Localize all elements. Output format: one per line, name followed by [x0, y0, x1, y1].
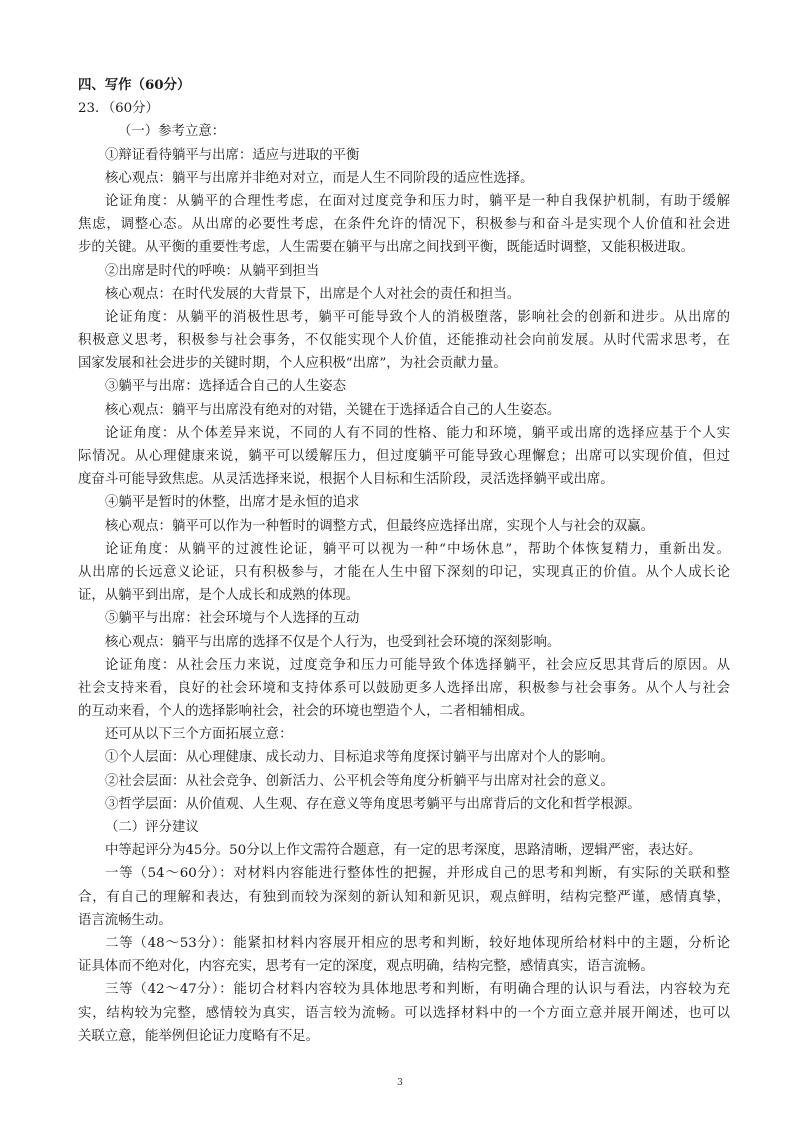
point2-title: ②出席是时代的呼唤：从躺平到担当: [105, 263, 320, 279]
scoring-second-line: 二等（48～53分）：能紧扣材料内容展开相应的思考和判断，较好地体现所给材料中的主题，分析论: [105, 935, 730, 951]
point3-arg-line: 际情况。从心理健康来说，躺平可以缓解压力，但过度躺平可能导致心理懈怠；出席可以实现价值，但过: [78, 449, 730, 464]
point5-title: ⑤躺平与出席：社会环境与个人选择的互动: [105, 611, 360, 627]
point4-core: 核心观点：躺平可以作为一种暂时的调整方式，但最终应选择出席，实现个人与社会的双赢。: [105, 518, 655, 534]
section-heading: 四、写作（60分）: [78, 77, 191, 93]
point2-core: 核心观点：在时代发展的大背景下，出席是个人对社会的责任和担当。: [105, 286, 521, 302]
point4-arg-line: 从出席的长远意义论证，只有积极参与，才能在人生中留下深刻的印记，实现真正的价值。从个人成长论: [78, 564, 730, 580]
point2-arg-line: 国家发展和社会进步的关键时期，个人应积极“出席”，为社会贡献力量。: [78, 356, 507, 372]
scoring-third-line: 三等（42～47分）：能切合材料内容较为具体地思考和判断，有明确合理的认识与看法，内容较为充: [105, 982, 730, 998]
answer-key-content: [78, 74, 730, 1048]
point1-title: ①辩证看待躺平与出席：适应与进取的平衡: [105, 147, 360, 163]
point1-arg-line: 步的关键。从平衡的重要性考虑，人生需要在躺平与出席之间找到平衡，既能适时调整，又能积极进取。: [78, 240, 694, 256]
point4-title: ④躺平是暂时的休整，出席才是永恒的追求: [105, 495, 360, 511]
scoring-base: 中等起评分为45分。50分以上作文需符合题意，有一定的思考深度，思路清晰，逻辑严密，表达好。: [105, 843, 702, 859]
extension-item: ①个人层面：从心理健康、成长动力、目标追求等角度探讨躺平与出席对个人的影响。: [105, 750, 614, 766]
point4-arg-line: 证，从躺平到出席，是个人成长和成熟的体现。: [78, 588, 360, 604]
point3-arg-line: 论证角度：从个体差异来说，不同的人有不同的性格、能力和环境，躺平或出席的选择应基于个人实: [105, 425, 730, 441]
point2-arg-line: 论证角度：从躺平的消极性思考，躺平可能导致个人的消极堕落，影响社会的创新和进步。从出席的: [105, 309, 730, 325]
question-number: 23．（60分）: [78, 101, 159, 117]
point5-arg-line: 的互动来看，个人的选择影响社会，社会的环境也塑造个人，二者相辅相成。: [78, 704, 534, 720]
part1-heading: （一）参考立意：: [118, 124, 226, 140]
scoring-first-line: 语言流畅生动。: [78, 912, 172, 928]
scoring-second-line: 证具体而不绝对化，内容充实，思考有一定的深度，观点明确，结构完整，感情真实，语言流畅。: [78, 959, 654, 975]
scoring-first-line: 合，有自己的理解和表达，有独到而较为深刻的新认知和新见识，观点鲜明，结构完整严谨，感情真挚，: [78, 889, 730, 905]
page-number: 3: [397, 1078, 403, 1088]
scoring-third-line: 实，结构较为完整，感情较为真实，语言较为流畅。可以选择材料中的一个方面立意并展开阐述，也可以: [78, 1005, 730, 1021]
scoring-third-line: 关联立意，能举例但论证力度略有不足。: [78, 1028, 320, 1044]
point3-arg-line: 度奋斗可能导致焦虑。从灵活选择来说，根据个人目标和生活阶段，灵活选择躺平或出席。: [78, 472, 614, 488]
extension-item: ②社会层面：从社会竞争、创新活力、公平机会等角度分析躺平与出席对社会的意义。: [105, 773, 614, 789]
point4-arg-line: 论证角度：从躺平的过渡性论证，躺平可以视为一种“中场休息”，帮助个体恢复精力，重新出发。: [105, 541, 730, 557]
point5-arg-line: 论证角度：从社会压力来说，过度竞争和压力可能导致个体选择躺平，社会应反思其背后的原因。从: [105, 657, 730, 673]
point5-arg-line: 社会支持来看，良好的社会环境和支持体系可以鼓励更多人选择出席，积极参与社会事务。从个人与社会: [78, 680, 730, 696]
part2-heading: （二）评分建议: [105, 820, 199, 835]
extension-item: ③哲学层面：从价值观、人生观、存在意义等角度思考躺平与出席背后的文化和哲学根源。: [105, 796, 641, 812]
extension-intro: 还可从以下三个方面拓展立意：: [105, 727, 293, 743]
point5-core: 核心观点：躺平与出席的选择不仅是个人行为，也受到社会环境的深刻影响。: [105, 634, 561, 650]
point3-title: ③躺平与出席：选择适合自己的人生姿态: [105, 379, 347, 395]
point1-core: 核心观点：躺平与出席并非绝对对立，而是人生不同阶段的适应性选择。: [105, 170, 534, 186]
point1-arg-line: 论证角度：从躺平的合理性考虑，在面对过度竞争和压力时，躺平是一种自我保护机制，有助于缓解: [105, 193, 730, 209]
point3-core: 核心观点：躺平与出席没有绝对的对错，关键在于选择适合自己的人生姿态。: [105, 402, 561, 418]
scoring-first-line: 一等（54～60分）：对材料内容能进行整体性的把握，并形成自己的思考和判断，有实际的关联和整: [105, 866, 730, 882]
point2-arg-line: 积极意义思考，积极参与社会事务，不仅能实现个人价值，还能推动社会向前发展。从时代需求思考，在: [78, 333, 730, 349]
point1-arg-line: 焦虑，调整心态。从出席的必要性考虑，在条件允许的情况下，积极参与和奋斗是实现个人价值和社会进: [78, 217, 730, 233]
